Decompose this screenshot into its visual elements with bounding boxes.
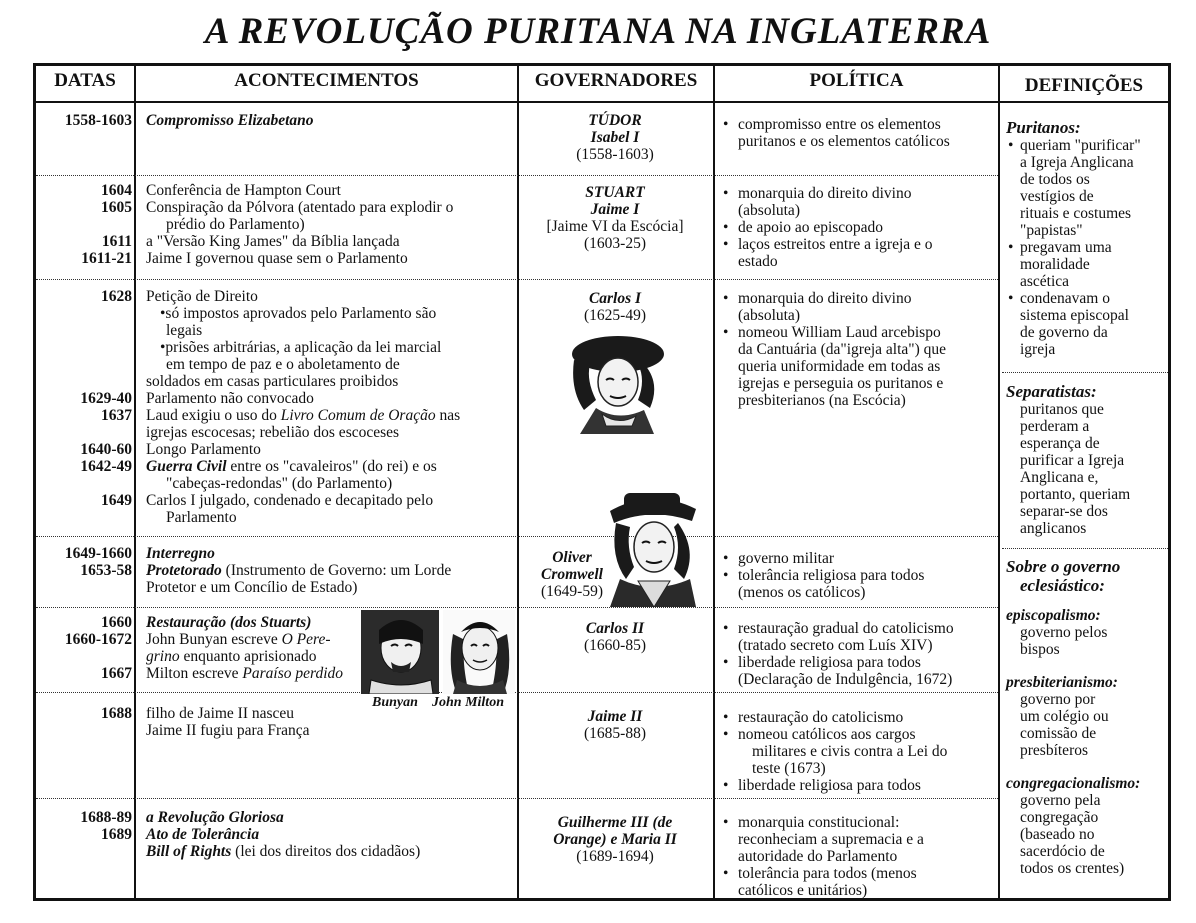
row-events: Interregno Protetorado (Instrumento de Governo: um Lorde Protetor e um Concílio de Estado) bbox=[146, 545, 452, 596]
row-policy: • compromisso entre os elementos puritanos e os elementos católicos bbox=[718, 116, 998, 150]
row-policy: • monarquia constitucional: reconheciam a supremacia e a autoridade do Parlamento • tolerância para todos (menos católicos e unitários) bbox=[718, 814, 998, 899]
row-dates: 1604 1605 1611 1611-21 bbox=[81, 182, 132, 267]
row-governor: Carlos II (1660-85) bbox=[584, 620, 646, 654]
row-governor: Guilherme III (de Orange) e Maria II (1689-1694) bbox=[553, 814, 677, 865]
definition-governo-eclesiastico: Sobre o governo eclesiástico: episcopalismo: governo pelos bispos presbiterianismo: governo por um colégio ou comissão de presbíteros congregacionalismo: governo pela congregação (baseado no sacerdócio de todos os crentes) bbox=[1006, 557, 1141, 877]
row-governor: Carlos I (1625-49) bbox=[584, 290, 646, 324]
row-separator bbox=[36, 798, 998, 799]
row-governor: Oliver Cromwell (1649-59) bbox=[540, 549, 603, 600]
caption-bunyan: Bunyan bbox=[372, 695, 418, 710]
row-events: Compromisso Elizabetano bbox=[146, 112, 314, 129]
row-events: Petição de Direito •só impostos aprovados pelo Parlamento são legais •prisões arbitrárias, a aplicação da lei marcial em tempo de paz e o aboletamento de soldados em casas particulares proibidos Parlamento não convocado Laud exigiu o uso do Livro Comum de Oração nas igrejas escocesas; rebelião dos escoceses Longo Parlamento Guerra Civil entre os "cavaleiros" (do rei) e os "cabeças-redondas" (do Parlamento) Carlos I julgado, condenado e decapitado pelo Parlamento bbox=[146, 288, 461, 526]
row-separator bbox=[36, 536, 998, 537]
row-governor: STUART Jaime I [Jaime VI da Escócia] (1603-25) bbox=[546, 184, 684, 252]
column-divider bbox=[134, 63, 136, 901]
row-dates: 1558-1603 bbox=[64, 112, 132, 129]
header-datas: DATAS bbox=[54, 70, 116, 91]
header-divider bbox=[33, 101, 999, 103]
row-policy: • restauração gradual do catolicismo (tratado secreto com Luís XIV) • liberdade religiosa para todos (Declaração de Indulgência, 1672) bbox=[718, 620, 998, 688]
row-policy: • monarquia do direito divino (absoluta) • de apoio ao episcopado • laços estreitos entre a igreja e o estado bbox=[718, 185, 998, 270]
row-separator bbox=[36, 279, 998, 280]
row-dates: 1660 1660-1672 1667 bbox=[64, 614, 132, 682]
caption-john-milton: John Milton bbox=[432, 695, 504, 710]
row-dates: 1688 bbox=[101, 705, 132, 722]
header-politica: POLÍTICA bbox=[809, 70, 904, 91]
row-governor: Jaime II (1685-88) bbox=[584, 708, 646, 742]
header-divider bbox=[1000, 101, 1168, 103]
row-governor: TÚDOR Isabel I (1558-1603) bbox=[576, 112, 654, 163]
row-events: a Revolução Gloriosa Ato de Tolerância Bill of Rights (lei dos direitos dos cidadãos) bbox=[146, 809, 421, 860]
row-dates: 1628 1629-40 1637 1640-60 1642-49 1649 bbox=[80, 288, 132, 509]
column-divider bbox=[713, 63, 715, 901]
column-divider bbox=[517, 63, 519, 901]
header-definicoes: DEFINIÇÕES bbox=[1024, 75, 1144, 96]
row-separator bbox=[36, 607, 998, 608]
row-policy: • restauração do catolicismo • nomeou católicos aos cargos militares e civis contra a Lei do teste (1673) • liberdade religiosa para todos bbox=[718, 709, 998, 794]
row-dates: 1688-89 1689 bbox=[80, 809, 132, 843]
row-events: filho de Jaime II nasceu Jaime II fugiu para França bbox=[146, 705, 310, 739]
definition-separatistas: Separatistas: puritanos que perderam a esperança de purificar a Igreja Anglicana e, portanto, queriam separar-se dos anglicanos bbox=[1006, 382, 1131, 537]
portrait-bunyan-milton-image bbox=[361, 610, 515, 694]
row-events: Restauração (dos Stuarts) John Bunyan escreve O Pere- grino enquanto aprisionado Milton escreve Paraíso perdido bbox=[146, 614, 344, 682]
row-separator bbox=[36, 175, 998, 176]
definition-puritanos: Puritanos: • queriam "purificar" a Igreja Anglicana de todos os vestígios de rituais e costumes "papistas" • pregavam uma moralidade ascética • condenavam o sistema episcopal de governo da igreja bbox=[1006, 118, 1166, 358]
definition-separator bbox=[1002, 372, 1168, 373]
column-divider bbox=[998, 63, 1000, 901]
header-governadores: GOVERNADORES bbox=[534, 70, 698, 91]
page-title: A REVOLUÇÃO PURITANA NA INGLATERRA bbox=[204, 11, 992, 52]
row-policy: • governo militar • tolerância religiosa para todos (menos os católicos) bbox=[718, 550, 998, 601]
portrait-carlos-i-image bbox=[566, 330, 668, 434]
header-acontecimentos: ACONTECIMENTOS bbox=[234, 70, 419, 91]
row-separator bbox=[36, 692, 998, 693]
row-dates: 1649-1660 1653-58 bbox=[64, 545, 132, 579]
definition-separator bbox=[1002, 548, 1168, 549]
row-policy: • monarquia do direito divino (absoluta) • nomeou William Laud arcebispo da Cantuária (da"igreja alta") que queria uniformidade em todas as igrejas e perseguia os puritanos e presbiterianos (na Escócia) bbox=[718, 290, 998, 409]
row-events: Conferência de Hampton Court Conspiração da Pólvora (atentado para explodir o prédio do Parlamento) a "Versão King James" da Bíblia lançada Jaime I governou quase sem o Parlamento bbox=[146, 182, 454, 267]
